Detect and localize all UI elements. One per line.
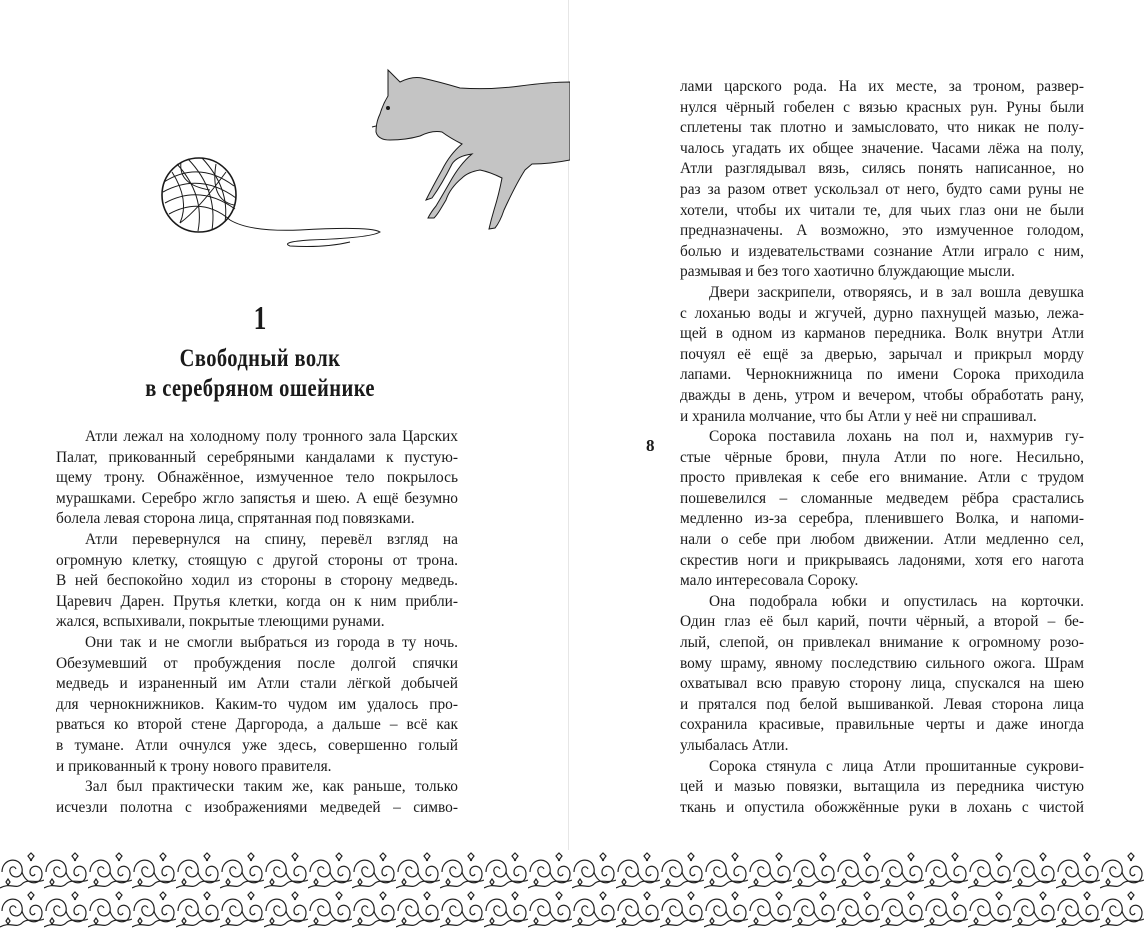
right-page-text-line: лапами. Чернокнижница по имени Сорока приходила	[680, 366, 1084, 384]
left-page-text-line: и прикованный к трону нового правителя.	[56, 757, 332, 775]
right-page-text-line: щей в одном из карманов передника. Волк внутри Атли	[680, 325, 1084, 343]
right-page-text-line: нали о себе при любом движении. Атли медленно сел,	[680, 531, 1084, 549]
right-page-text-line: Она подобрала юбки и опустилась на корточки.	[709, 592, 1084, 610]
right-page-text-line: чалось угадать их общее значение. Часами лёжа на полу,	[680, 139, 1084, 157]
right-page-text-line: раз за разом ответ ускользал от него, будто сами руны не	[680, 180, 1084, 198]
left-page-text-line: Обезумевший от пробуждения после долгой спячки	[56, 654, 458, 672]
chapter-title-line-2: в серебряном ошейнике	[145, 375, 375, 402]
left-page-text-line: в тумане. Атли очнулся уже здесь, совершенно голый	[56, 736, 458, 754]
right-page-text-line: охватывал всю правую сторону лица, спускался на шею	[680, 675, 1084, 693]
right-page-text-line: цей и мазью повязки, вытащила из передника чистую	[680, 778, 1084, 796]
left-page-text-line: жался, вспыхивали, покрытые тлеющими рунами.	[56, 613, 385, 631]
cat-icon	[372, 70, 570, 229]
chapter-number: 1	[253, 300, 267, 337]
left-page-text-line: В ней беспокойно ходил из стороны в сторону медведь.	[56, 572, 458, 590]
left-page-text-line: для чернокнижников. Каким-то чудом им удалось про-	[56, 695, 458, 713]
right-page-text-line: с лоханью воды и жгучей, дурно пахнущей мазью, лежа-	[680, 304, 1084, 322]
left-page-text-line: мурашками. Серебро жгло запястья и шею. А ещё безумно	[56, 489, 458, 507]
right-page-text-line: просто привлекая к себе его внимание. Атли с трудом	[680, 469, 1084, 487]
left-page-text-line: медведь и израненный им Атли стали лёгкой добычей	[56, 675, 458, 693]
left-page-text-line: огромную клетку, стоящую с другой стороны от трона.	[56, 551, 458, 569]
right-page-text-line: стые чёрные брови, пнула Атли по ноге. Несильно,	[680, 448, 1084, 466]
left-page-text-line: Зал был практически таким же, как раньше, только	[85, 778, 458, 796]
right-page-text-line: ткань и опустила обожжённые руки в лохань с чистой	[680, 798, 1084, 816]
right-page-text-line: предназначены. А возможно, это измученное голодом,	[680, 222, 1084, 240]
left-page-text-line: рваться ко второй стене Даргорода, а дальше – всё как	[56, 716, 458, 734]
left-page-text-line: Атли лежал на холодному полу тронного зала Царских	[85, 428, 458, 445]
right-page-text-line: Сорока поставила лохань на пол и, нахмурив гу-	[709, 428, 1084, 446]
left-page-text-line: Царевич Дарен. Прутья клетки, когда он к ним прибли-	[56, 592, 458, 610]
right-page-text-line: размывая и без того хаотично блуждающие мысли.	[680, 263, 1015, 281]
left-page-text-line: Палат, прикованный серебряными кандалами к пустую-	[56, 448, 458, 466]
left-page-text-line: Атли перевернулся на спину, перевёл взгляд на	[85, 530, 458, 548]
right-page-text-line: и хранила молчание, что бы Атли у неё ни спрашивал.	[680, 407, 1037, 425]
right-page-text	[680, 77, 1084, 818]
left-page-text-line: исчезли полотна с изображениями медведей – симво-	[56, 798, 458, 816]
right-page-text-line: хотели, чтобы их читали те, для чьих глаз они не были	[680, 201, 1084, 219]
right-page-text-line: и прятался под белой вышиванкой. Левая сторона лица	[680, 695, 1084, 713]
right-page-text-line: медленно из-за серебра, пленившего Волка, и напоми-	[680, 510, 1084, 528]
right-page-text-line: Один глаз её был карий, почти чёрный, а второй – бе-	[680, 613, 1084, 631]
left-page-text-line: Они так и не смогли выбраться из города в ту ночь.	[85, 633, 458, 651]
right-page-text-line: сплетены так плотно и замысловато, что никак не полу-	[680, 119, 1084, 137]
right-page-text-line: пошевелился – сломанные медведем рёбра срастались	[680, 489, 1084, 507]
right-page-text-line: вому шраму, явному последствию сильного ожога. Шрам	[680, 654, 1084, 672]
left-page-text-line: болела левая сторона лица, спрятанная под повязками.	[56, 510, 415, 528]
right-page-text-line: почуял её ещё за дверью, зарычал и прикрыл морду	[680, 345, 1084, 363]
right-page-text-line: дважды в день, утром и вечером, чтобы обработать рану,	[680, 386, 1084, 404]
chapter-title	[145, 344, 375, 404]
chapter-title-line-1: Свободный волк	[179, 345, 341, 372]
right-page-text-line: Атли разглядывал вязь, силясь понять написанное, но	[680, 160, 1084, 178]
cat-and-yarn-illustration	[150, 60, 570, 260]
ornamental-border	[0, 852, 1144, 930]
page-number: 8	[646, 436, 655, 455]
right-page-text-line: лый, слепой, он привлекал внимание к огромному розо-	[680, 634, 1084, 652]
right-page-text-line: Сорока стянула с лица Атли прошитанные сукрови-	[709, 757, 1084, 775]
right-page-text-line: болью и издевательствами сознание Атли играло с ним,	[680, 242, 1084, 260]
right-page-text-line: лами царского рода. На их месте, за троном, развер-	[680, 78, 1084, 95]
right-page-text-line: скрестив ноги и прикрываясь ладонями, хотя его нагота	[680, 551, 1084, 569]
left-page-text	[56, 427, 458, 818]
right-page-text-line: улыбалась Атли.	[680, 737, 789, 754]
right-page-text-line: Двери заскрипели, отворяясь, и в зал вошла девушка	[709, 283, 1084, 301]
right-page-text-line: мало интересовала Сороку.	[680, 572, 859, 590]
yarn-ball-icon	[162, 158, 380, 247]
left-page-text-line: щему трону. Обнажённое, измученное тело покрылось	[56, 469, 458, 487]
right-page-text-line: сохранила красивые, правильные черты и даже иногда	[680, 716, 1084, 734]
right-page-text-line: нулся чёрный гобелен с вязью красных рун. Руны были	[680, 98, 1084, 116]
